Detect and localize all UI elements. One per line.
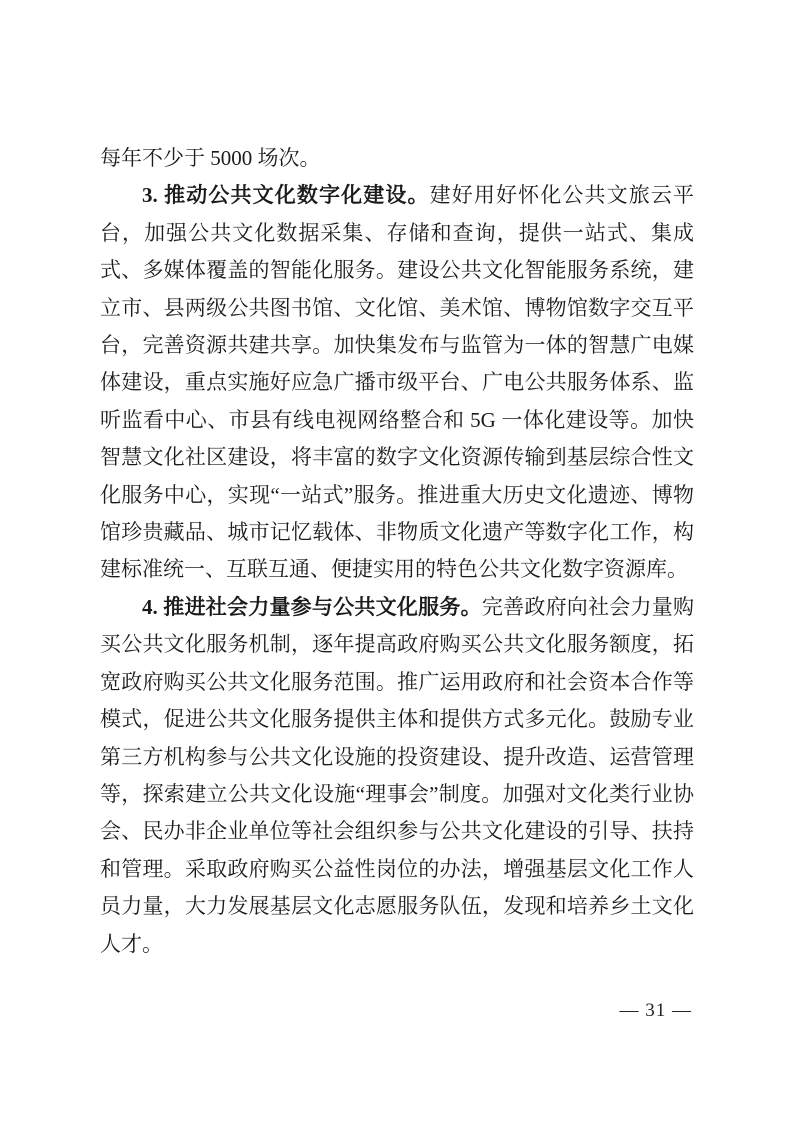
paragraph-item-4-heading: 4. 推进社会力量参与公共文化服务。 (142, 594, 482, 619)
document-body (100, 140, 694, 963)
paragraph-continuation: 每年不少于 5000 场次。 (100, 146, 321, 170)
paragraph-item-3-body: 建好用好怀化公共文旅云平台，加强公共文化数据采集、存储和查询，提供一站式、集成式、多媒体覆盖的智能化服务。建设公共文化智能服务系统，建立市、县两级公共图书馆、文化馆、美术馆、博物馆数字交互平台，完善资源共建共享。加快集发布与监管为一体的智慧广电媒体建设，重点实施好应急广播市级平台、广电公共服务体系、监听监看中心、市县有线电视网络整合和 5G 一体化建设等。加快智慧文化社区建设，将丰富的数字文化资源传输到基层综合性文化服务中心，实现“一站式”服务。推进重大历史文化遗迹、博物馆珍贵藏品、城市记忆载体、非物质文化遗产等数字化工作，构建标准统一、互联互通、便捷实用的特色公共文化数字资源库。 (100, 183, 694, 582)
paragraph-item-4 (100, 589, 694, 963)
paragraph-item-3-heading: 3. 推动公共文化数字化建设。 (142, 183, 430, 208)
paragraph-item-3 (100, 177, 694, 588)
paragraph-item-4-body: 完善政府向社会力量购买公共文化服务机制，逐年提高政府购买公共文化服务额度，拓宽政府购买公共文化服务范围。推广运用政府和社会资本合作等模式，促进公共文化服务提供主体和提供方式多元化。鼓励专业第三方机构参与公共文化设施的投资建设、提升改造、运营管理等，探索建立公共文化设施“理事会”制度。加强对文化类行业协会、民办非企业单位等社会组织参与公共文化建设的引导、扶持和管理。采取政府购买公益性岗位的办法，增强基层文化工作人员力量，大力发展基层文化志愿服务队伍，发现和培养乡土文化人才。 (100, 594, 695, 956)
page-number: — 31 — (619, 1000, 692, 1021)
